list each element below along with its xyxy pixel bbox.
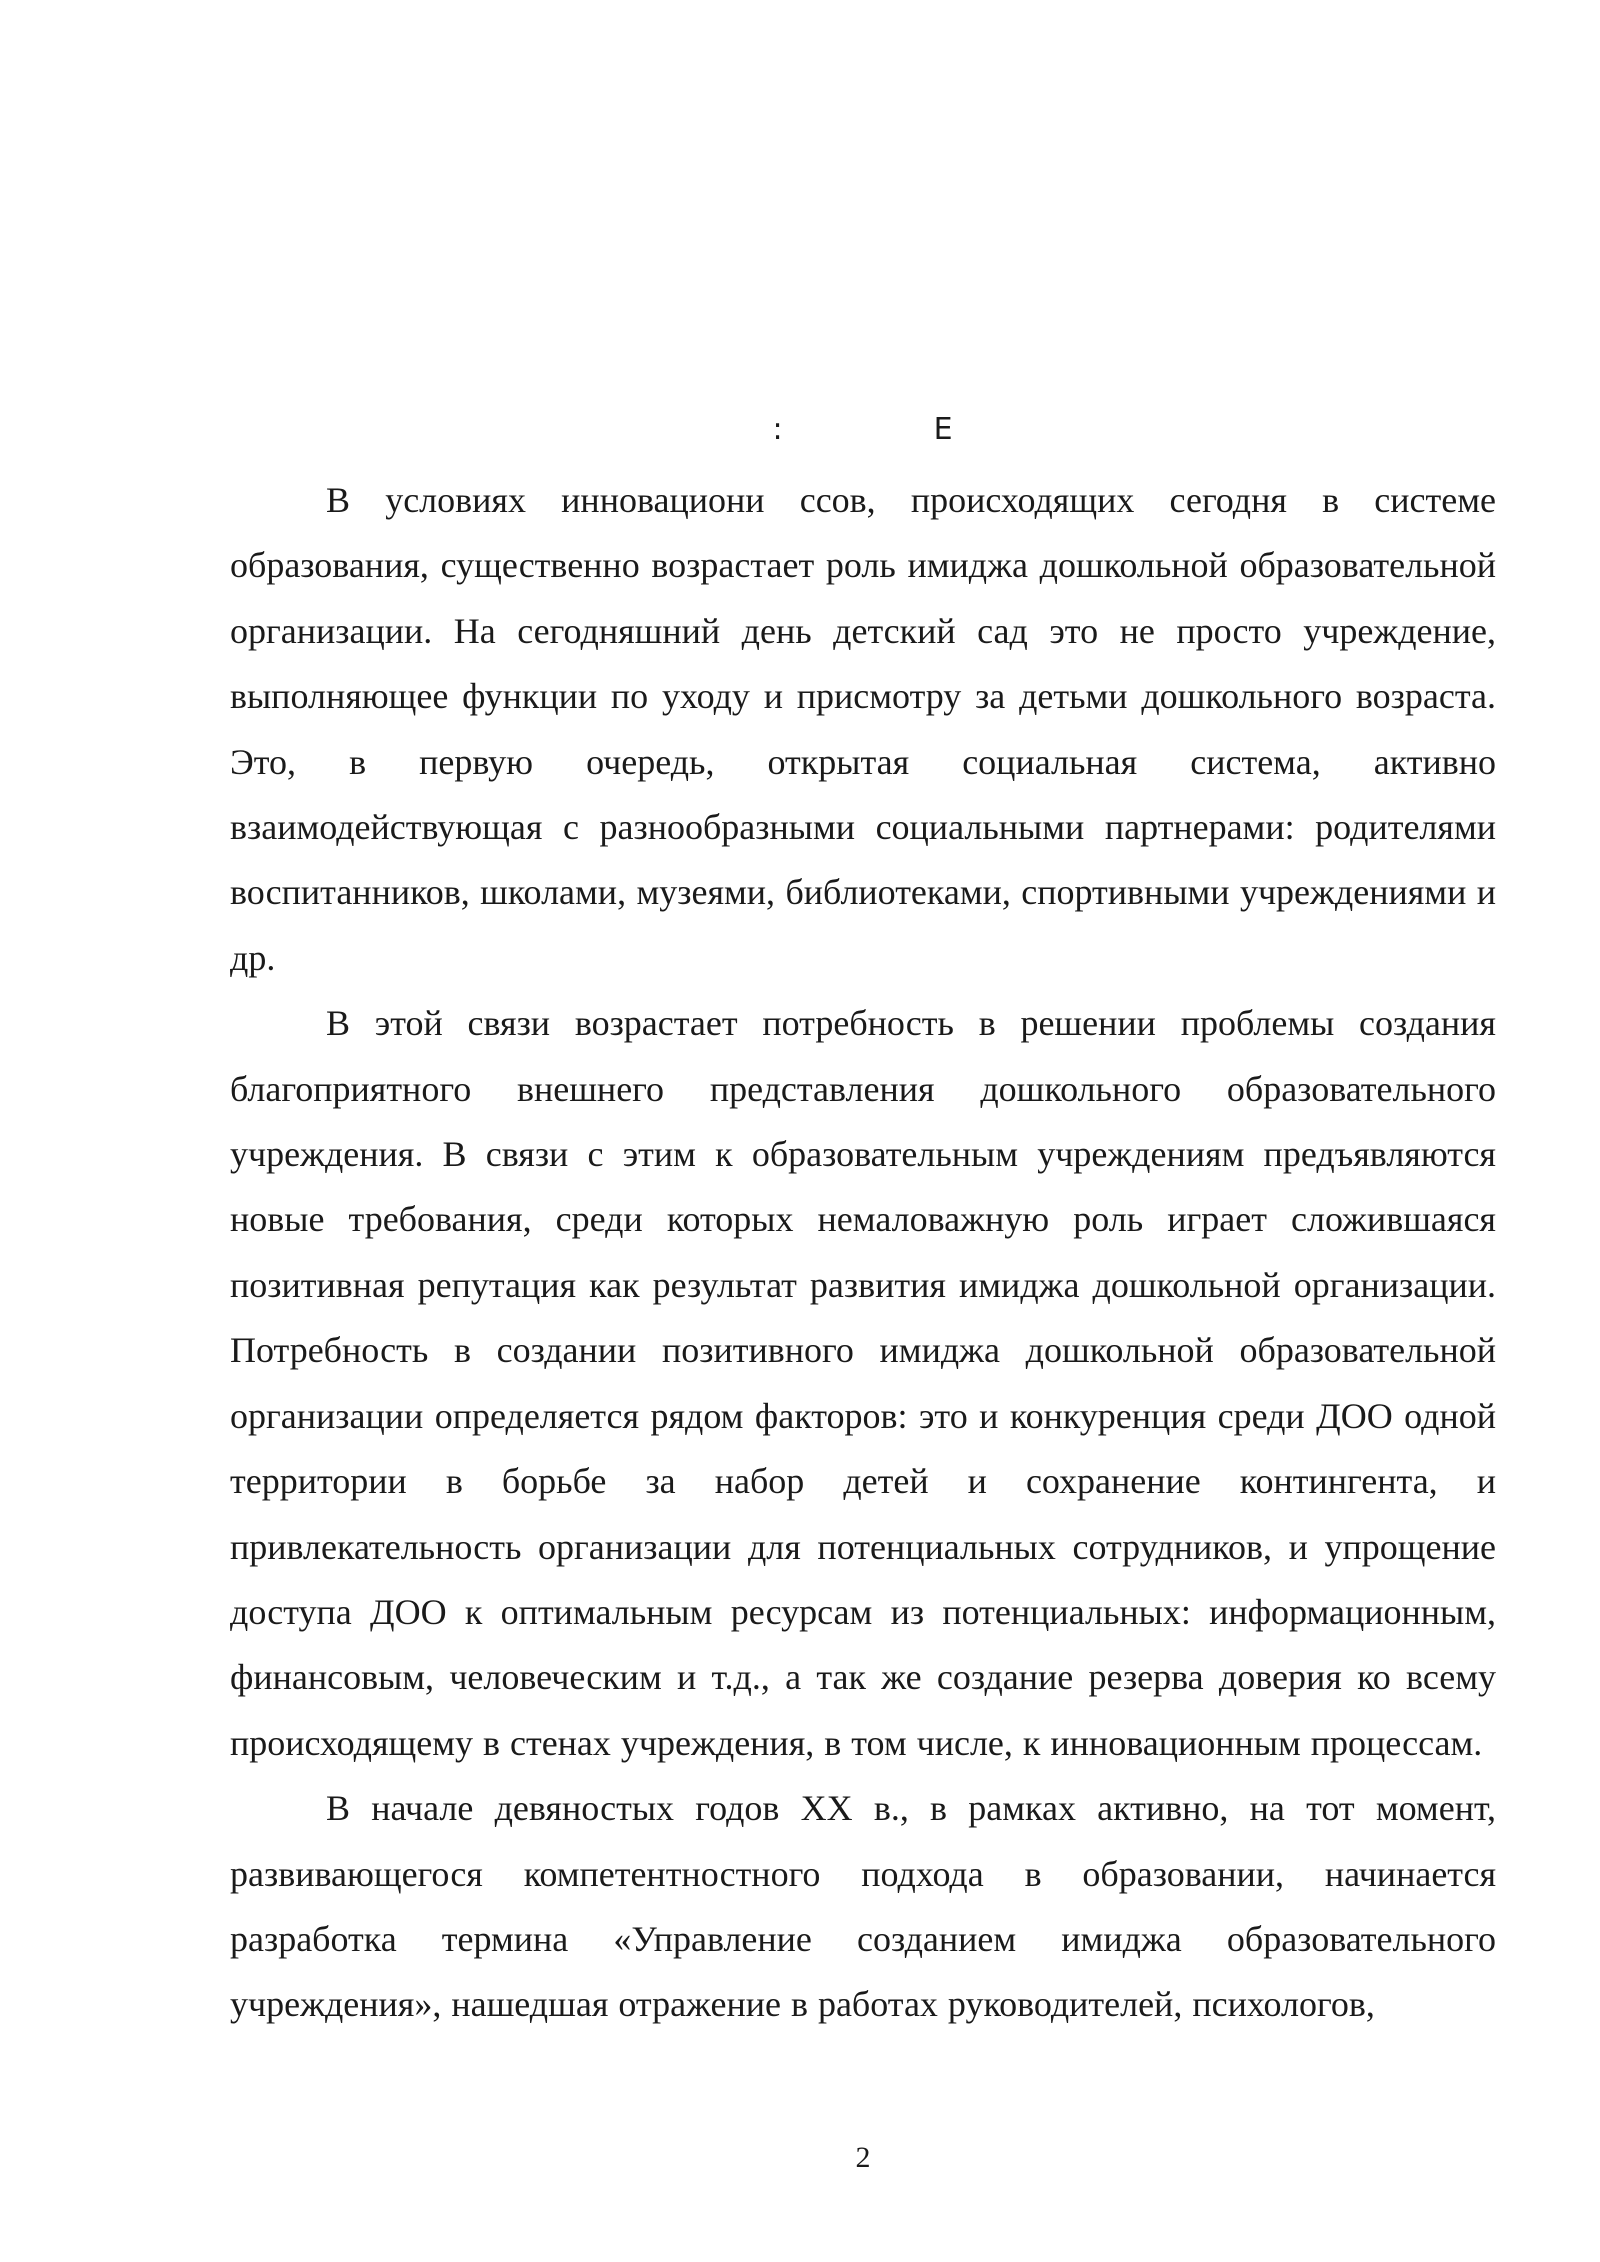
paragraph-1: В условиях инновациони ссов, происходящих сегодня в системе образования, существенно возрастает роль имиджа дошкольной образовательной организации. На сегодняшний день детский сад это не просто учреждение, выполняющее функции по уходу и присмотру за детьми дошкольного возраста. Это, в первую очередь, открытая социальная система, активно взаимодействующая с разнообразными социальными партнерами: родителями воспитанников, школами, музеями, библиотеками, спортивными учреждениями и др. [230, 480, 1496, 978]
heading-fragment-right: E [933, 412, 954, 447]
section-heading [230, 410, 1496, 450]
page-number: 2 [855, 2141, 871, 2174]
heading-fragment-left: : [772, 412, 784, 447]
paragraph-3: В начале девяностых годов XX в., в рамках активно, на тот момент, развивающегося компетентностного подхода в образовании, начинается разработка термина «Управление созданием имиджа образовательного учреждения», нашедшая отражение в работах руководителей, психологов, [230, 1788, 1496, 2025]
paragraph-2: В этой связи возрастает потребность в решении проблемы создания благоприятного внешнего представления дошкольного образовательного учреждения. В связи с этим к образовательным учреждениям предъявляются новые требования, среди которых немаловажную роль играет сложившаяся позитивная репутация как результат развития имиджа дошкольной организации. Потребность в создании позитивного имиджа дошкольной образовательной организации определяется рядом факторов: это и конкуренция среди ДОО одной территории в борьбе за набор детей и сохранение контингента, и привлекательность организации для потенциальных сотрудников, и упрощение доступа ДОО к оптимальным ресурсам из потенциальных: информационным, финансовым, человеческим и т.д., а так же создание резерва доверия ко всему происходящему в стенах учреждения, в том числе, к инновационным процессам. [230, 1003, 1496, 1763]
document-body [230, 468, 1496, 2038]
